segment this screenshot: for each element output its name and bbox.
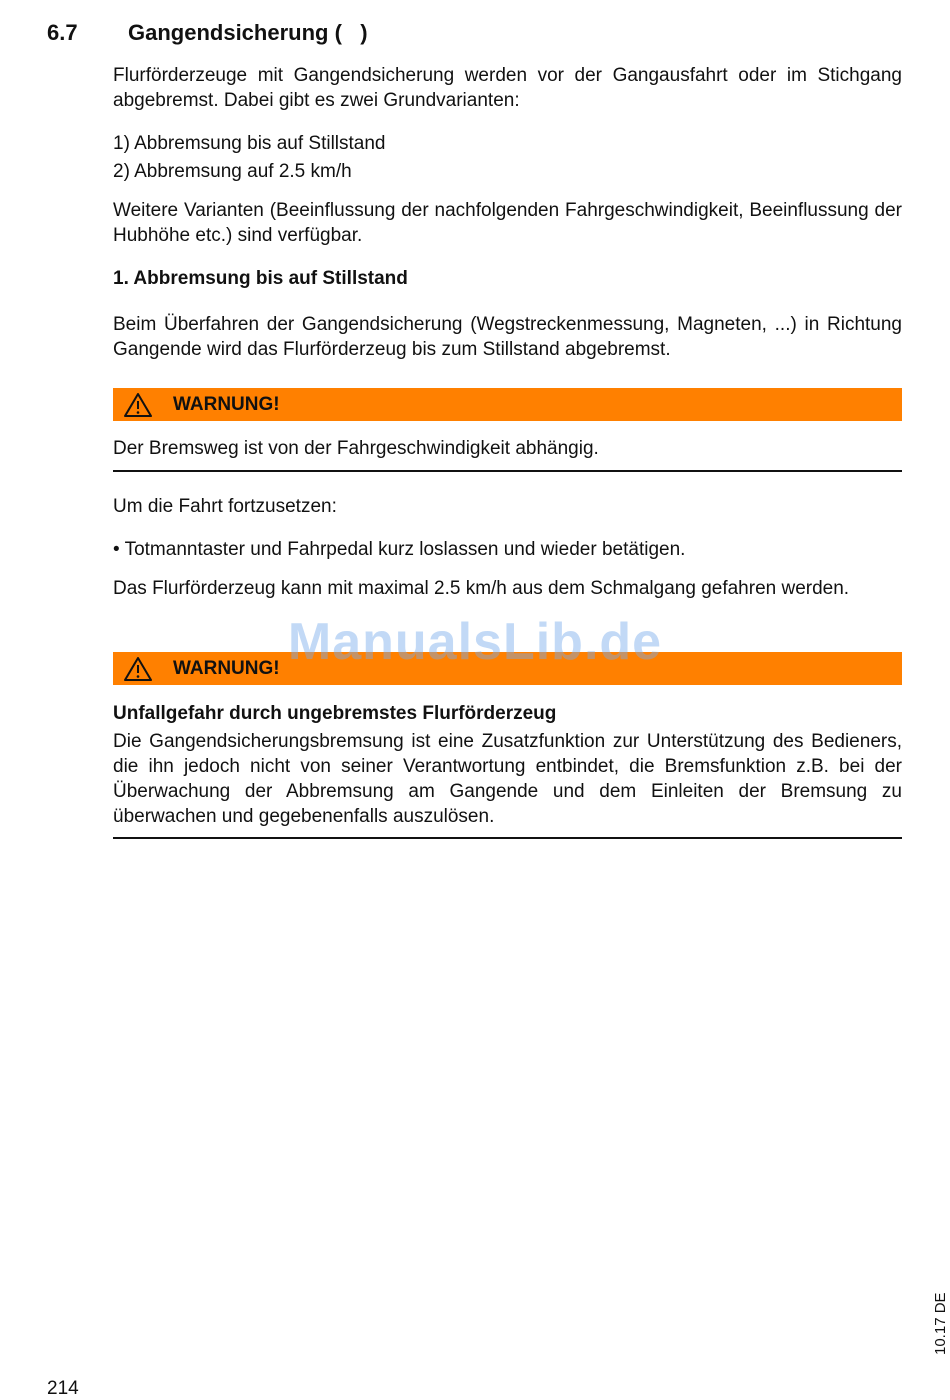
warning-heading-2: Unfallgefahr durch ungebremstes Flurförderzeug — [113, 703, 557, 724]
section-number: 6.7 — [47, 20, 78, 45]
warning-end-rule-1 — [113, 470, 902, 472]
warning-triangle-icon — [123, 392, 153, 418]
variant-item-2: 2) Abbremsung auf 2.5 km/h — [113, 161, 352, 182]
warning-text-1: Der Bremsweg ist von der Fahrgeschwindigkeit abhängig. — [113, 438, 599, 459]
after-bullet-paragraph: Das Flurförderzeug kann mit maximal 2.5 km/h aus dem Schmalgang gefahren werden. — [113, 578, 850, 599]
page-number: 214 — [47, 1378, 79, 1399]
continue-intro: Um die Fahrt fortzusetzen: — [113, 496, 337, 517]
warning-label-1: WARNUNG! — [173, 394, 280, 415]
warning-label-2: WARNUNG! — [173, 658, 280, 679]
bullet-item: • Totmanntaster und Fahrpedal kurz loslassen und wieder betätigen. — [113, 539, 686, 560]
version-code: 10.17 DE — [932, 1292, 949, 1355]
warning-end-rule-2 — [113, 837, 902, 839]
watermark: ManualsLib.de — [287, 613, 663, 671]
warning-text-2: Die Gangendsicherungsbremsung ist eine Zusatzfunktion zur Unterstützung des Bedieners, die ihn jedoch nicht von seiner Verantwortung entbindet, die Bremsfunktion z.B. bei der Überwachung der Abbremsung am Gangende und dem Einleiten der Bremsung zu überwachen und gegebenenfalls auszulösen. — [113, 731, 902, 827]
subheading: 1. Abbremsung bis auf Stillstand — [113, 268, 408, 289]
warning-bar-1 — [113, 388, 902, 421]
more-variants-paragraph: Weitere Varianten (Beeinflussung der nachfolgenden Fahrgeschwindigkeit, Beeinflussung der Hubhöhe etc.) sind verfügbar. — [113, 200, 902, 246]
section-title: Gangendsicherung ( ) — [128, 20, 368, 45]
description-paragraph: Beim Überfahren der Gangendsicherung (Wegstreckenmessung, Magneten, ...) in Richtung Gangende wird das Flurförderzeug bis zum Stillstand abgebremst. — [113, 314, 902, 360]
intro-paragraph: Flurförderzeuge mit Gangendsicherung werden vor der Gangausfahrt oder im Stichgang abgebremst. Dabei gibt es zwei Grundvarianten: — [113, 65, 902, 111]
variant-item-1: 1) Abbremsung bis auf Stillstand — [113, 133, 386, 154]
